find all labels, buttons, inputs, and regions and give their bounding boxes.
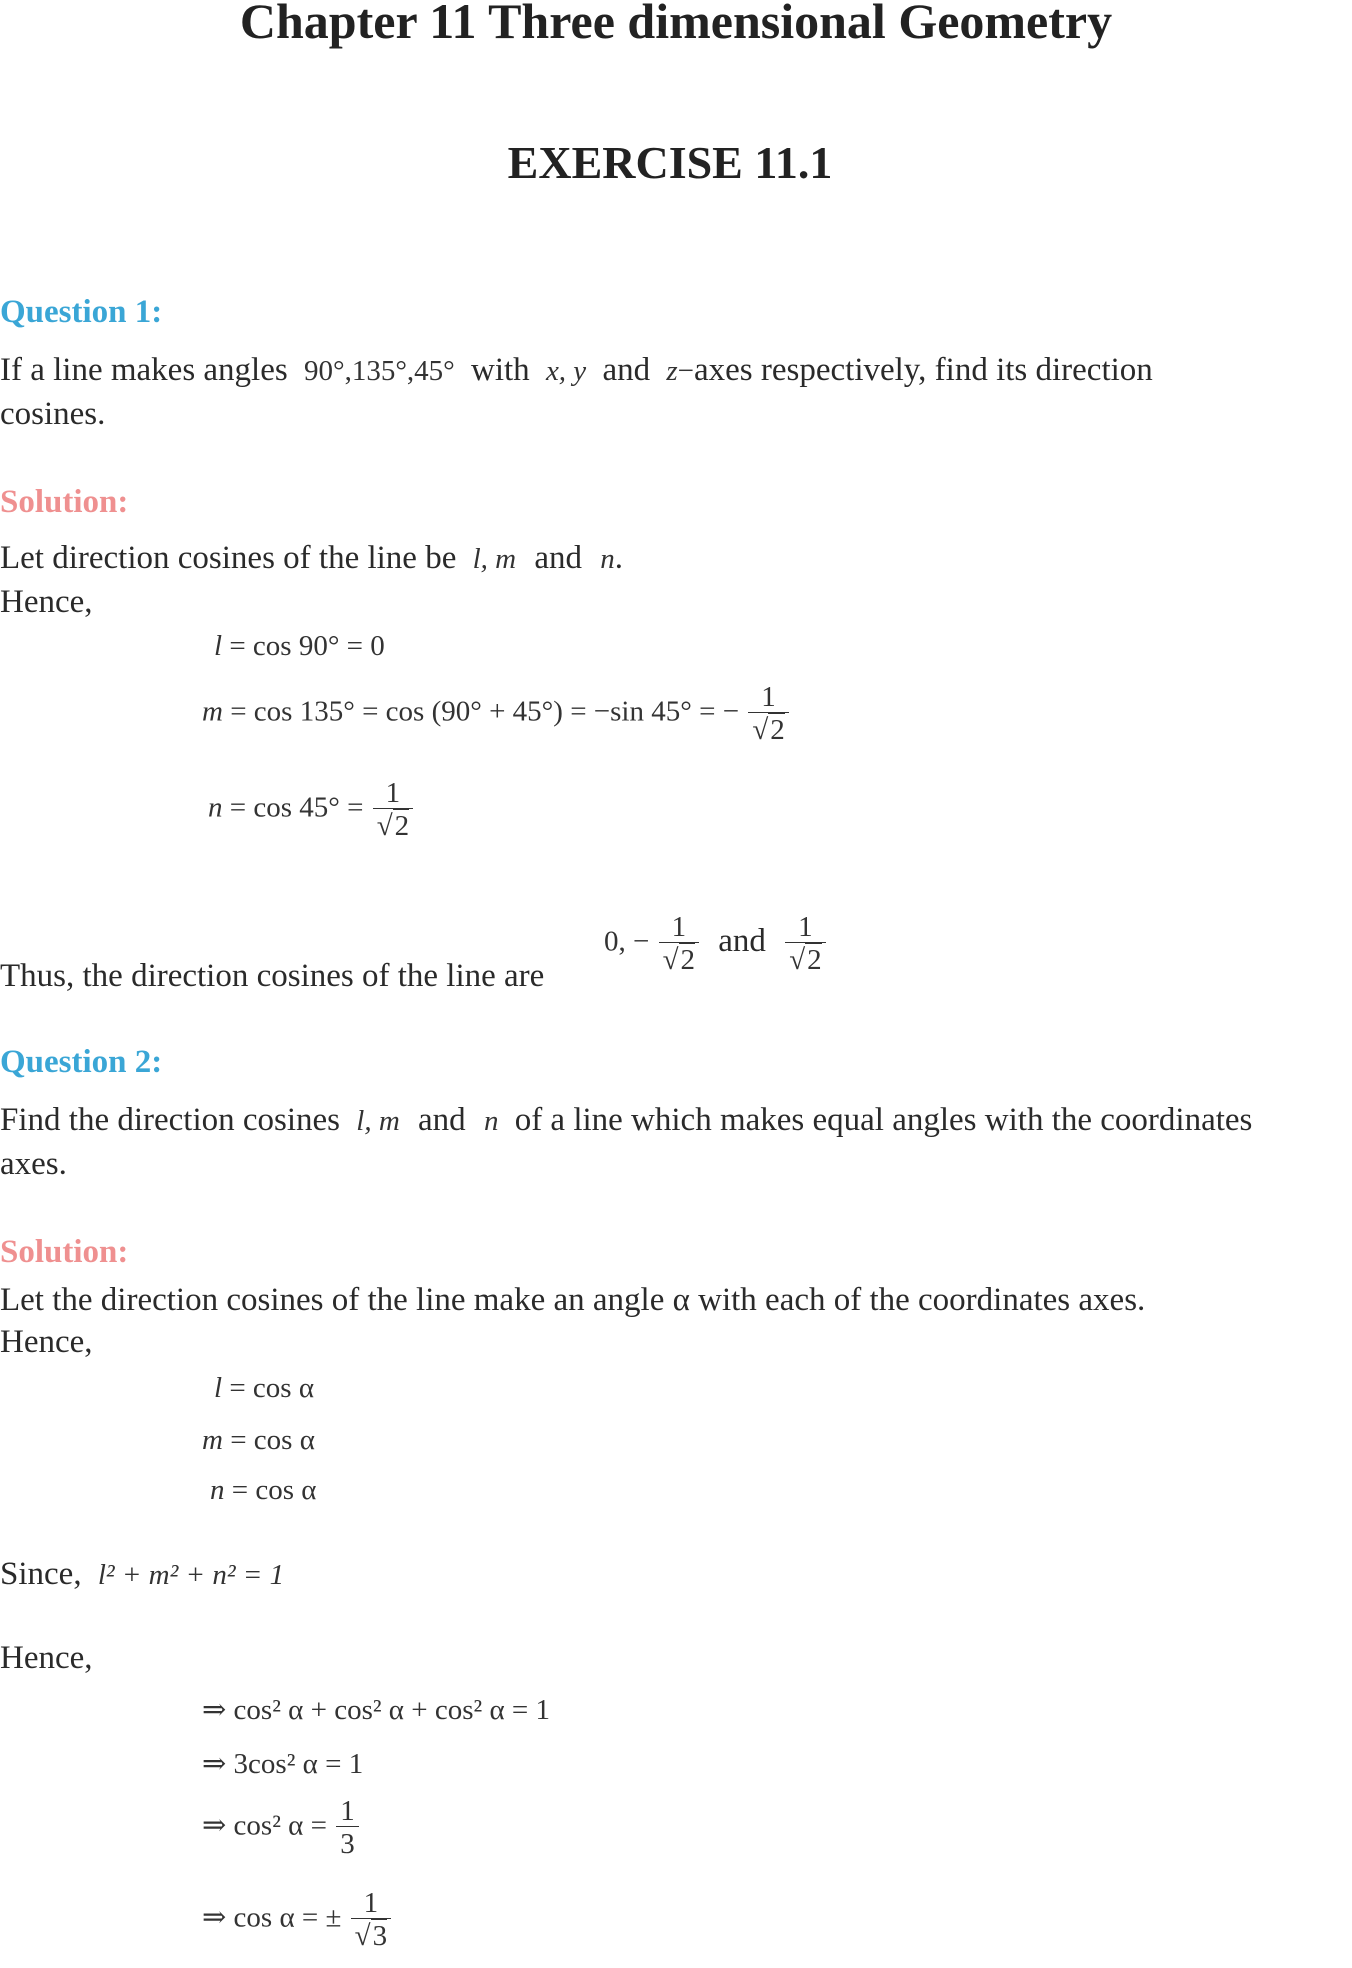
eq-m-denominator: 2 <box>770 714 785 747</box>
equation-n <box>208 778 415 842</box>
step-3-lhs: ⇒ cos² α = <box>202 1809 327 1842</box>
eq-n-lhs: n <box>208 791 223 824</box>
s1-n: n <box>600 543 615 575</box>
solution-1-conclusion: Thus, the direction cosines of the line are <box>0 958 545 994</box>
question-2-heading: Question 2: <box>0 1044 163 1080</box>
equation-n-alpha <box>210 1474 316 1507</box>
equation-m-alpha <box>202 1424 315 1457</box>
solution-1-heading: Solution: <box>0 484 129 520</box>
q2-text-a: Find the direction cosines <box>0 1102 341 1138</box>
q1-text-a: If a line makes angles <box>0 352 288 388</box>
page-title: Chapter 11 Three dimensional Geometry <box>239 0 1113 49</box>
solution-1-intro <box>0 540 623 577</box>
q1-and: and <box>602 352 651 388</box>
q1-angles: 90°,135°,45° <box>303 355 455 387</box>
answer-denominator-1: 2 <box>680 944 696 977</box>
question-1-text-line-1: If a line makes angles 90°,135°,45° with x, y and z−axes respectively, find its direction <box>0 352 1153 388</box>
step-4-fraction: $\frac{1}{√3}$ <box>351 1888 391 1952</box>
question-1-text-line-2: cosines. <box>0 396 106 432</box>
eq-m-lhs: m <box>202 695 223 728</box>
eq-l-alpha-lhs: l <box>214 1372 223 1404</box>
answer-prefix: 0, − <box>604 925 650 958</box>
solution-1-answer <box>604 912 828 976</box>
derivation-step-4 <box>202 1888 393 1952</box>
step-3-fraction <box>336 1796 359 1860</box>
eq-n-fraction: $\frac{1}{√2}$ <box>373 778 413 842</box>
equation-m <box>202 682 791 746</box>
eq-n-alpha-rhs: = cos α <box>231 1474 317 1506</box>
step-3-numerator: 1 <box>340 1795 355 1827</box>
solution-2-hence-1: Hence, <box>0 1324 93 1360</box>
since-label: Since, <box>0 1556 82 1592</box>
eq-n-rhs: = cos 45° = <box>229 791 364 824</box>
exercise-heading: EXERCISE 11.1 <box>507 137 833 188</box>
solution-2-since <box>0 1556 284 1593</box>
eq-l-rhs: = cos 90° = 0 <box>229 630 385 662</box>
question-2-text-line-1 <box>0 1102 1252 1139</box>
solution-2-heading: Solution: <box>0 1234 129 1270</box>
q2-lm: l, m <box>356 1105 400 1137</box>
q1-with: with <box>471 352 530 388</box>
solution-2-hence-2: Hence, <box>0 1640 93 1676</box>
solution-2-intro: Let the direction cosines of the line make an angle α with each of the coordinates axes. <box>0 1282 1146 1318</box>
s1-and: and <box>534 540 583 576</box>
eq-m-rhs: = cos 135° = cos (90° + 45°) = −sin 45° = − <box>230 695 740 728</box>
step-3-denominator: 3 <box>336 1826 359 1859</box>
eq-l-lhs: l <box>214 630 223 662</box>
s1-lm: l, m <box>472 543 517 575</box>
step-4-numerator: 1 <box>363 1887 379 1919</box>
q2-n: n <box>483 1105 499 1137</box>
eq-m-numerator: 1 <box>761 681 776 713</box>
step-4-denominator: 3 <box>372 1920 388 1953</box>
derivation-step-1: ⇒ cos² α + cos² α + cos² α = 1 <box>202 1694 550 1726</box>
q1-xy: x, y <box>545 355 587 387</box>
q2-and: and <box>418 1102 466 1138</box>
step-4-lhs: ⇒ cos α = ± <box>202 1901 342 1934</box>
question-2-text-line-2: axes. <box>0 1146 67 1182</box>
answer-numerator-2: 1 <box>798 911 813 943</box>
q2-text-b: of a line which makes equal angles with the coordinates <box>514 1102 1253 1138</box>
answer-numerator-1: 1 <box>671 911 687 943</box>
eq-n-denominator: 2 <box>394 810 410 843</box>
derivation-step-2: ⇒ 3cos² α = 1 <box>202 1748 364 1780</box>
eq-m-alpha-rhs: = cos α <box>230 1424 315 1456</box>
q1-text-b: axes respectively, find its direction <box>694 352 1153 388</box>
eq-m-fraction: $\frac{1}{√2}$ <box>748 682 788 746</box>
eq-n-alpha-lhs: n <box>210 1474 225 1506</box>
solution-1-hence: Hence, <box>0 584 93 620</box>
eq-n-numerator: 1 <box>385 777 401 809</box>
s1-intro-text: Let direction cosines of the line be <box>0 540 457 576</box>
answer-fraction-2: $\frac{1}{√2}$ <box>785 912 825 976</box>
answer-and: and <box>718 922 766 959</box>
equation-l <box>214 630 385 663</box>
s1-period: . <box>614 540 624 576</box>
derivation-step-3 <box>202 1796 361 1860</box>
since-equation: l² + m² + n² = 1 <box>97 1559 285 1591</box>
q1-z: z <box>666 355 678 387</box>
equation-l-alpha <box>214 1372 314 1405</box>
question-1-heading: Question 1: <box>0 294 163 330</box>
eq-l-alpha-rhs: = cos α <box>229 1372 315 1404</box>
eq-m-alpha-lhs: m <box>202 1424 223 1456</box>
answer-fraction-1: $\frac{1}{√2}$ <box>659 912 699 976</box>
answer-denominator-2: 2 <box>807 944 822 977</box>
